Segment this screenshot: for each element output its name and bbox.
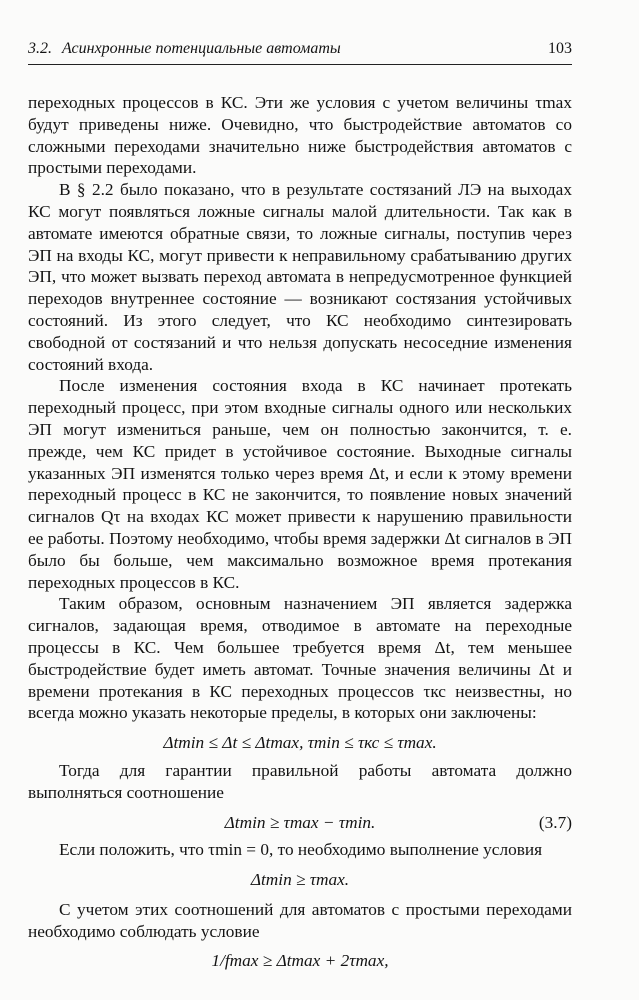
paragraph-4: Таким образом, основным назначением ЭП является задержка сигналов, задающая время, отводимое в автомате на переходные процессы в КС. Чем большее требуется время Δt, тем меньшее быстродействие будет иметь автомат. Точные значения величины Δt и времени протекания в КС переходных процессов τкс неизвестны, но всегда можно указать некоторые пределы, в которых они заключены: [28,594,572,723]
section-number: 3.2. [28,40,52,57]
header-rule [28,64,572,65]
paragraph-3: После изменения состояния входа в КС начинает протекать переходный процесс, при этом входные сигналы одного или нескольких ЭП могут измениться раньше, чем он полностью закончится, т. е. прежде, чем КС придет в устойчивое состояние. Выходные сигналы указанных ЭП изменятся только через время Δt, и если к этому времени переходный процесс в КС не закончится, то появление новых значений сигналов Qτ на входах КС может привести к нарушению правильности ее работы. Поэтому необходимо, чтобы время задержки Δt сигналов в ЭП было бы больше, чем максимально возможное время протекания переходных процессов в КС. [28,376,572,592]
page-number: 103 [548,40,572,57]
equation-frequency: 1/fmax ≥ Δtmax + 2τmax, [211,951,389,971]
equation-3-7 [28,812,572,834]
running-header [28,40,572,58]
paragraph-7: С учетом этих соотношений для автоматов с простыми переходами необходимо соблюдать условие [28,899,572,941]
equation-bounds: Δtmin ≤ Δt ≤ Δtmax, τmin ≤ τкс ≤ τmax. [163,733,437,753]
equation-number: (3.7) [538,812,572,832]
equation-3-7-body: Δtmin ≥ τmax − τmin. [224,812,376,832]
paragraph-2: В § 2.2 было показано, что в результате состязаний ЛЭ на выходах КС могут появляться ложные сигналы малой длительности. Так как в автомате имеются обратные связи, то ложные сигналы, поступив через ЭП на входы КС, могут привести к неправильному срабатыванию других ЭП, что может вызвать переход автомата в непредусмотренное функцией переходов внутреннее состояние — возникают состязания устойчивых состояний. Из этого следует, что КС необходимо синтезировать свободной от состязаний и что нельзя допускать несоседние изменения состояний входа. [28,180,572,374]
page-body [28,92,572,978]
paragraph-6: Если положить, что τmin = 0, то необходимо выполнение условия [59,840,543,860]
equation-condition: Δtmin ≥ τmax. [250,870,350,890]
section-title: Асинхронные потенциальные автоматы [62,40,341,57]
paragraph-5: Тогда для гарантии правильной работы автомата должно выполняться соотношение [28,760,572,802]
paragraph-1: переходных процессов в КС. Эти же условия с учетом величины τmax будут приведены ниже. Очевидно, что быстродействие автоматов со сложными переходами значительно ниже быстродействия автоматов с простыми переходами. [28,93,572,178]
